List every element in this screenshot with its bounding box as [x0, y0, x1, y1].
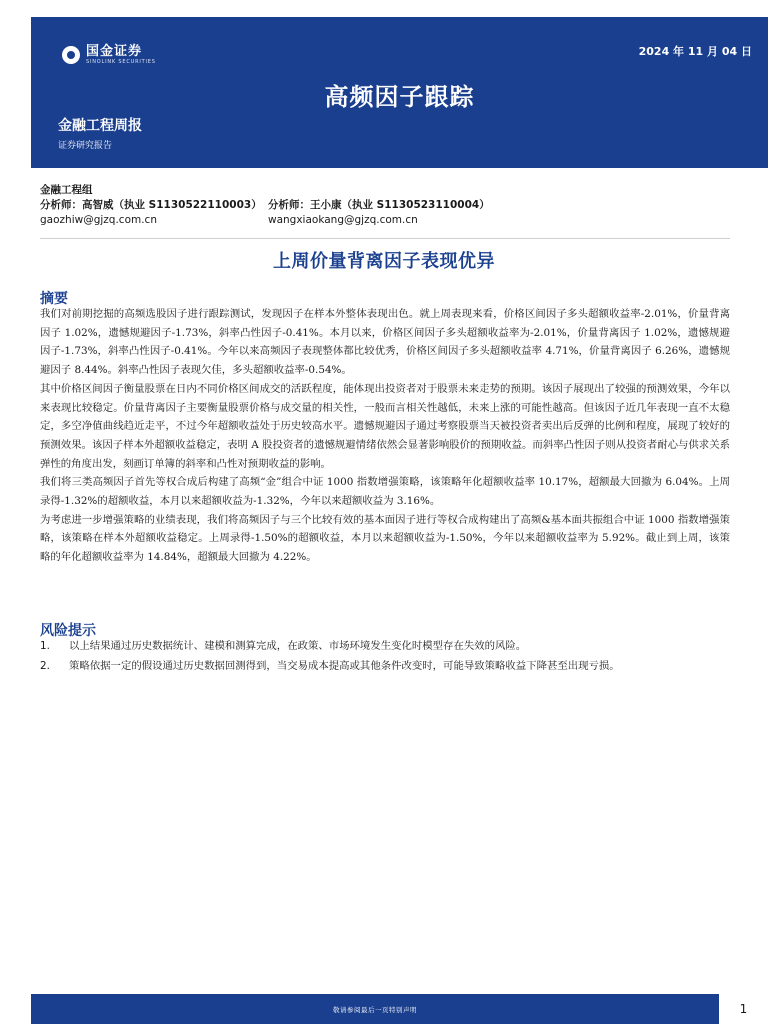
page-title: 上周价量背离因子表现优异 [273, 251, 495, 272]
report-series-title: 高频因子跟踪 [324, 83, 475, 111]
analyst-2: 分析师：王小康（执业 S1130523110004） [268, 199, 490, 211]
list-number: 2. [40, 660, 50, 672]
risk-heading: 风险提示 [40, 623, 96, 639]
divider [40, 238, 730, 239]
footer-bar [31, 994, 719, 1024]
list-number: 1. [40, 640, 50, 652]
abstract-heading: 摘要 [40, 291, 68, 307]
analyst-info [40, 183, 490, 228]
report-category: 金融工程周报 [58, 118, 142, 134]
logo-icon [62, 46, 80, 64]
list-text: 策略依据一定的假设通过历史数据回测得到，当交易成本提高或其他条件改变时，可能导致策略收益下降甚至出现亏损。 [69, 660, 620, 672]
abstract-paragraph: 为考虑进一步增强策略的业绩表现，我们将高频因子与三个比较有效的基本面因子进行等权合成构建出了高频&基本面共振组合中证 1000 指数增强策略，该策略在样本外超额收益稳定。上周录得-1.50%的超额收益，本月以来超额收益为-1.50%，今年以来超额收益率为 5.92%。截止到上周，该策略的年化超额收益率为 14.84%，超额最大回撤为 4.22%。 [40, 513, 730, 564]
abstract-paragraph: 我们对前期挖掘的高频选股因子进行跟踪测试，发现因子在样本外整体表现出色。就上周表现来看，价格区间因子多头超额收益率-2.01%，价量背离因子 1.02%，遗憾规避因子-1.73%，斜率凸性因子-0.41%。本月以来，价格区间因子多头超额收益率为-2.01%，价量背离因子 1.02%，遗憾规避因子-1.73%，斜率凸性因子-0.41%。今年以来高频因子表现整体都比较优秀，价格区间因子多头超额收益率 4.71%，价量背离因子 6.26%，遗憾规避因子 8.44%。斜率凸性因子表现欠佳，多头超额收益率-0.54%。 [40, 308, 730, 377]
report-type: 证券研究报告 [58, 141, 113, 151]
list-item [40, 657, 730, 675]
risk-list [40, 637, 730, 677]
analyst-1: 分析师：高智威（执业 S1130522110003） [40, 199, 262, 211]
report-date: 2024 年 11 月 04 日 [638, 45, 752, 58]
analyst-2-email[interactable]: wangxiaokang@gjzq.com.cn [268, 214, 418, 226]
abstract-paragraph: 我们将三类高频因子首先等权合成后构建了高频“金”组合中证 1000 指数增强策略，该策略年化超额收益率 10.17%，超额最大回撤为 6.04%。上周录得-1.32%的超额收益，本月以来超额收益为-1.32%，今年以来超额收益为 3.16%。 [40, 476, 730, 508]
abstract-paragraph: 其中价格区间因子衡量股票在日内不同价格区间成交的活跃程度，能体现出投资者对于股票未来走势的预期。该因子展现出了较强的预测效果，今年以来表现比较稳定。价量背离因子主要衡量股票价格与成交量的相关性，一般而言相关性越低，未来上涨的可能性越高。但该因子近几年表现一直不太稳定，多空净值曲线趋近走平，不过今年超额收益处于历史较高水平。遗憾规避因子通过考察股票当天被投资者卖出后反弹的比例和程度，展现了较好的预测效果。该因子样本外超额收益稳定，表明 A 股投资者的遗憾规避情绪依然会显著影响股价的预期收益。而斜率凸性因子则从投资者耐心与供求关系弹性的角度出发，刻画订单簿的斜率和凸性对预期收益的影响。 [40, 382, 730, 470]
abstract-body [40, 305, 730, 567]
header-banner [31, 17, 768, 168]
team-name: 金融工程组 [40, 184, 93, 196]
list-text: 以上结果通过历史数据统计、建模和测算完成，在政策、市场环境发生变化时模型存在失效的风险。 [69, 640, 527, 652]
page-number: 1 [739, 1002, 748, 1016]
logo-name-en: SINOLINK SECURITIES [86, 59, 156, 65]
company-logo [62, 45, 156, 65]
logo-name-cn: 国金证券 [86, 44, 143, 59]
list-item [40, 637, 730, 655]
analyst-1-email[interactable]: gaozhiw@gjzq.com.cn [40, 214, 157, 226]
footer-disclaimer[interactable]: 敬请参阅最后一页特别声明 [333, 1005, 417, 1014]
